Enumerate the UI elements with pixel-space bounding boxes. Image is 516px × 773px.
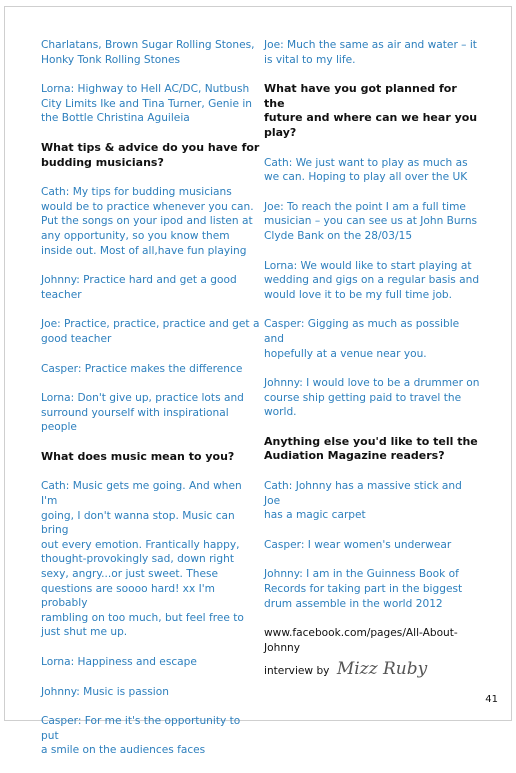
paragraph: Johnny: I would love to be a drummer on course ship getting paid to travel the world. [264, 377, 480, 419]
paragraph: Cath: Music gets me going. And when I'm going, I don't wanna stop. Music can bring out every emotion. Frantically happy, thought-provokingly sad, down right sexy, angry...or just sweet. These questions are soooo hard! xx I'm probably rambling on too much, but feel free to just shut me up. [41, 480, 244, 639]
paragraph: Lorna: We would like to start playing at wedding and gigs on a regular basis and would love it to be my full time job. [264, 259, 480, 301]
paragraph: Charlatans, Brown Sugar Rolling Stones, Honky Tonk Rolling Stones [41, 39, 255, 66]
paragraph: Cath: We just want to play as much as we can. Hoping to play all over the UK [264, 156, 468, 184]
paragraph: Joe: To reach the point I am a full time musician – you can see us at John Burns Clyde Bank on the 28/03/15 [264, 200, 478, 242]
paragraph: Casper: For me it's the opportunity to put a smile on the audiences faces [41, 715, 241, 757]
left-column [41, 38, 261, 773]
paragraph: Johnny: Practice hard and get a good teacher [41, 274, 237, 301]
paragraph: Casper: Practice makes the difference [41, 362, 243, 375]
interview-credit [264, 659, 427, 679]
paragraph: Lorna: Don't give up, practice lots and surround yourself with inspirational people [41, 392, 244, 434]
paragraph: Cath: My tips for budding musicians would be to practice whenever you can. Put the songs on your ipod and listen at any opportunity, so you know them inside out. Most of all,have fun playing [41, 186, 254, 257]
right-column [264, 38, 480, 655]
paragraph: Lorna: Happiness and escape [41, 656, 197, 668]
paragraph: Johnny: I am in the Guinness Book of Records for taking part in the biggest drum assemble in the world 2012 [264, 568, 463, 610]
paragraph: Joe: Much the same as air and water – it is vital to my life. [264, 39, 477, 66]
paragraph: Casper: I wear women's underwear [264, 538, 452, 551]
paragraph: Cath: Johnny has a massive stick and Joe has a magic carpet [264, 480, 462, 522]
facebook-link[interactable]: www.facebook.com/pages/All-About- Johnny [264, 627, 458, 654]
question-heading: Anything else you'd like to tell the Audiation Magazine readers? [264, 434, 478, 463]
question-heading: What have you got planned for the future and where can we hear you play? [264, 82, 478, 139]
paragraph: Joe: Practice, practice, practice and get a good teacher [41, 318, 260, 345]
paragraph: Casper: Gigging as much as possible and hopefully at a venue near you. [264, 318, 460, 360]
question-heading: What tips & advice do you have for budding musicians? [41, 140, 260, 169]
credit-label: interview by [264, 665, 330, 677]
author-signature: Mizz Ruby [336, 659, 428, 679]
page-number: 41 [485, 694, 498, 705]
paragraph: Johnny: Music is passion [41, 685, 169, 698]
question-heading: What does music mean to you? [41, 449, 235, 463]
paragraph: Lorna: Highway to Hell AC/DC, Nutbush City Limits Ike and Tina Turner, Genie in the Bottle Christina Aguileia [41, 83, 252, 125]
